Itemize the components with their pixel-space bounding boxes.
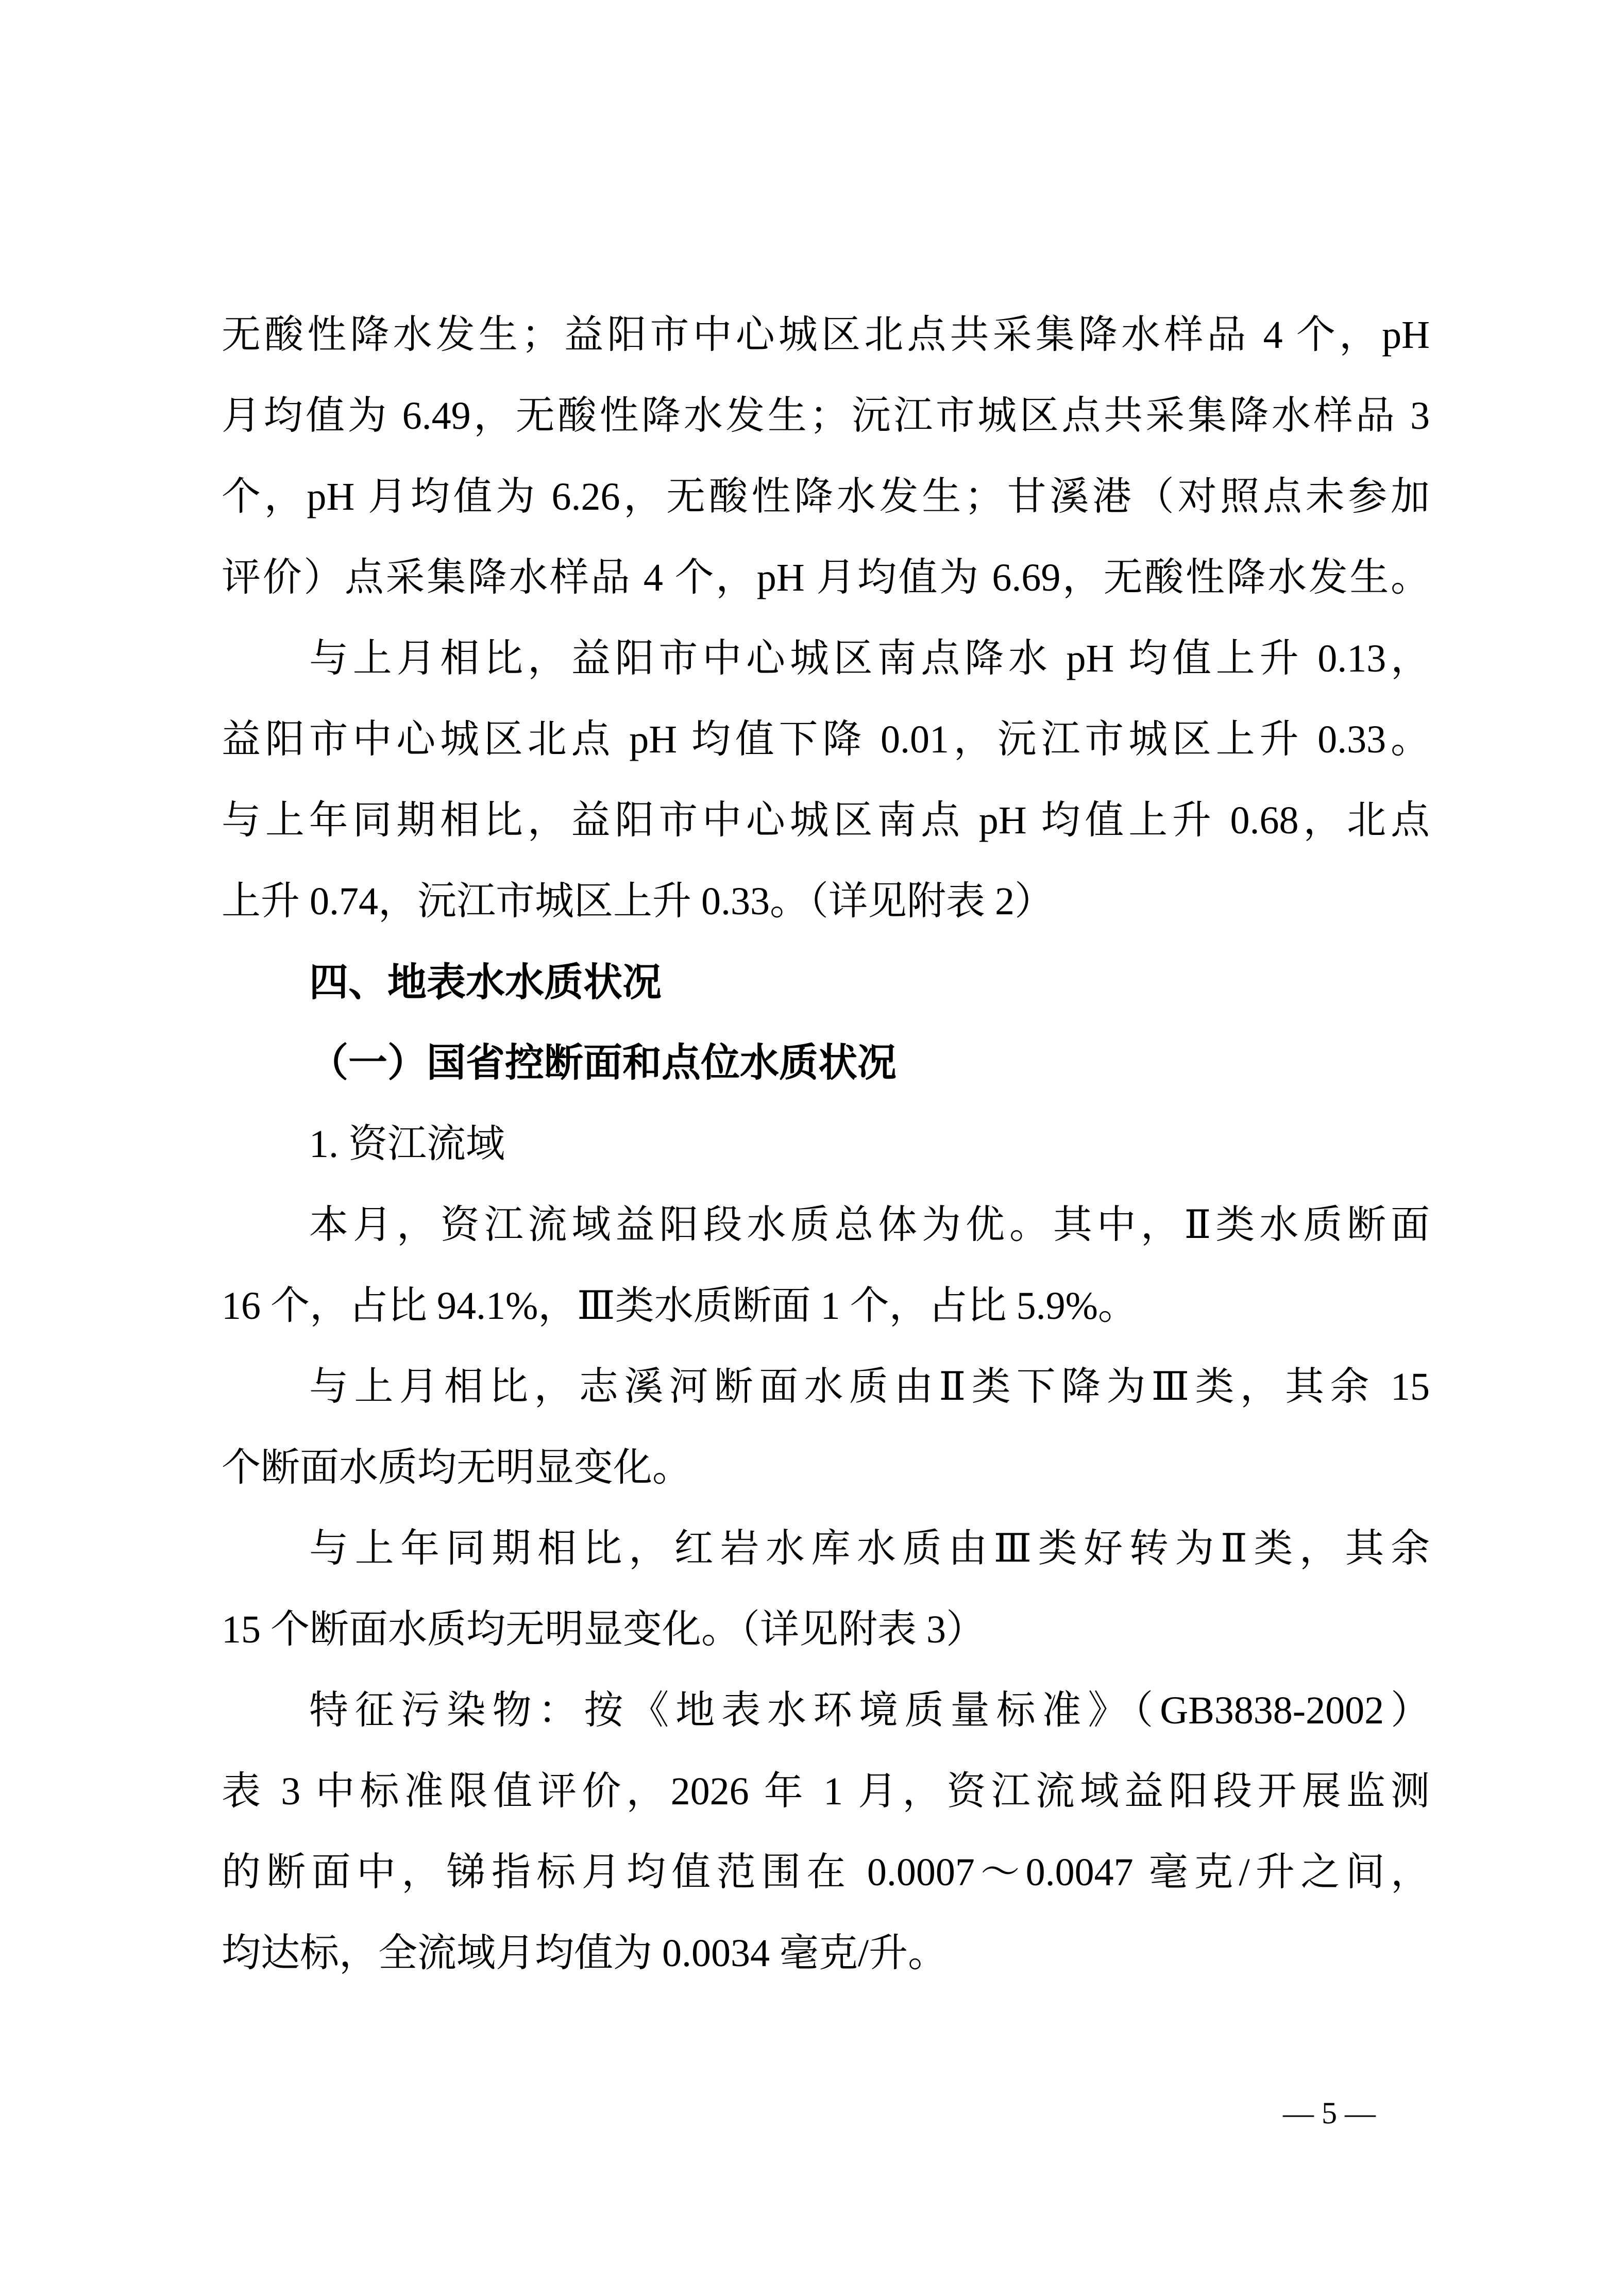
paragraph-line: 个断面水质均无明显变化。 [222, 1446, 691, 1489]
paragraph-line: 评价）点采集降水样品 4 个，pH 月均值为 6.69，无酸性降水发生。 [222, 556, 1430, 599]
paragraph-line: 的断面中，锑指标月均值范围在 0.0007～0.0047 毫克/升之间， [222, 1851, 1430, 1894]
paragraph-line: 与上月相比，益阳市中心城区南点降水 pH 均值上升 0.13， [309, 637, 1430, 680]
paragraph-line: 上升 0.74，沅江市城区上升 0.33。（详见附表 2） [222, 880, 1054, 923]
paragraph-line: 与上年同期相比，红岩水库水质由Ⅲ类好转为Ⅱ类，其余 [309, 1527, 1430, 1570]
paragraph-line: 本月，资江流域益阳段水质总体为优。其中，Ⅱ类水质断面 [309, 1203, 1430, 1247]
paragraph-line: 16 个，占比 94.1%，Ⅲ类水质断面 1 个，占比 5.9%。 [222, 1284, 1137, 1328]
paragraph-line: 特征污染物：按《地表水环境质量标准》（GB3838-2002） [309, 1689, 1430, 1732]
paragraph-line: 与上年同期相比，益阳市中心城区南点 pH 均值上升 0.68，北点 [222, 799, 1430, 842]
paragraph-line: 无酸性降水发生；益阳市中心城区北点共采集降水样品 4 个，pH [222, 313, 1430, 357]
heading-subsection-1: （一）国省控断面和点位水质状况 [309, 1042, 897, 1085]
paragraph-line: 15 个断面水质均无明显变化。（详见附表 3） [222, 1608, 985, 1651]
heading-section-4: 四、地表水水质状况 [309, 961, 662, 1004]
heading-item-1: 1. 资江流域 [309, 1122, 505, 1166]
paragraph-line: 表 3 中标准限值评价，2026 年 1 月，资江流域益阳段开展监测 [222, 1770, 1430, 1813]
paragraph-line: 益阳市中心城区北点 pH 均值下降 0.01，沅江市城区上升 0.33。 [222, 718, 1430, 761]
paragraph-line: 与上月相比，志溪河断面水质由Ⅱ类下降为Ⅲ类，其余 15 [309, 1365, 1430, 1409]
page-number: — 5 — [1283, 2096, 1376, 2130]
paragraph-line: 月均值为 6.49，无酸性降水发生；沅江市城区点共采集降水样品 3 [222, 394, 1430, 438]
text-block [222, 295, 1430, 1994]
paragraph-line: 个，pH 月均值为 6.26，无酸性降水发生；甘溪港（对照点未参加 [222, 475, 1430, 518]
paragraph-line: 均达标，全流域月均值为 0.0034 毫克/升。 [222, 1932, 948, 1975]
